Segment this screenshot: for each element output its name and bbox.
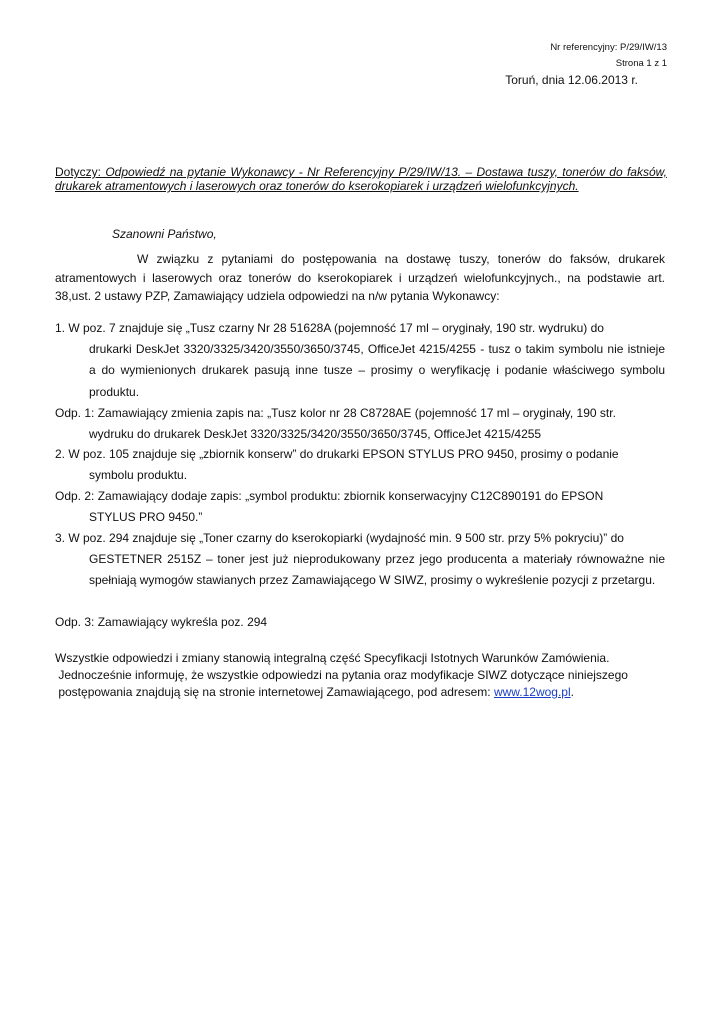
- subject-text: Odpowiedź na pytanie Wykonawcy - Nr Referencyjny P/29/IW/13. – Dostawa tuszy, tonerów do faksów, drukarek atramentowych i laserowych oraz tonerów do kserokopiarek i urządzeń wielofunkcyjnych.: [55, 165, 667, 193]
- list-item: [55, 486, 665, 528]
- item-first-line: Odp. 1: Zamawiający zmienia zapis na: „Tusz kolor nr 28 C8728AE (pojemność 17 ml – oryginały, 190 str.: [55, 406, 616, 420]
- closing-line-3-prefix: postępowania znajdują się na stronie internetowej Zamawiającego, pod adresem:: [55, 685, 494, 699]
- closing-paragraph: [55, 650, 675, 701]
- item-first-line: Odp. 3: Zamawiający wykreśla poz. 294: [55, 615, 268, 629]
- item-continuation: drukarki DeskJet 3320/3325/3420/3550/3650/3745, OfficeJet 4215/4255 - tusz o takim symbolu nie istnieje a do wymienionych drukarek pasują inne tusze – prosimy o weryfikację i podanie właściwego symbolu produktu.: [89, 342, 665, 399]
- intro-text: W związku z pytaniami do postępowania na dostawę tuszy, tonerów do faksów, drukarek atramentowych i laserowych oraz tonerów do kserokopiarek i urządzeń wielofunkcyjnych., na podstawie art. 38,ust. 2 ustawy PZP, Zamawiający udziela odpowiedzi na n/w pytania Wykonawcy:: [55, 252, 665, 303]
- closing-line-3-suffix: .: [570, 685, 574, 699]
- closing-line-1: Wszystkie odpowiedzi i zmiany stanowią integralną część Specyfikacji Istotnych Warunków Zamówienia.: [55, 651, 610, 665]
- item-first-line: 1. W poz. 7 znajduje się „Tusz czarny Nr 28 51628A (pojemność 17 ml – oryginały, 190 str. wydruku) do: [55, 321, 604, 335]
- list-item: [55, 403, 665, 445]
- item-first-line: Odp. 2: Zamawiający dodaje zapis: „symbol produktu: zbiornik konserwacyjny C12C890191 do EPSON: [55, 489, 604, 503]
- closing-line-3: [55, 684, 675, 701]
- intro-paragraph: [55, 250, 665, 306]
- list-item: [55, 612, 665, 633]
- item-first-line: 2. W poz. 105 znajduje się „zbiornik konserw” do drukarki EPSON STYLUS PRO 9450, prosimy o podanie: [55, 447, 619, 461]
- list-item: [55, 528, 665, 592]
- page-number: Strona 1 z 1: [615, 58, 667, 69]
- list-item: [55, 318, 665, 403]
- item-first-line: 3. W poz. 294 znajduje się „Toner czarny do kserokopiarki (wydajność min. 9 500 str. przy 5% pokryciu)” do: [55, 531, 624, 545]
- item-continuation: GESTETNER 2515Z – toner jest już nieprodukowany przez jego producenta a materiały równoważne nie spełniają wymogów stawianych przez Zamawiającego W SIWZ, prosimy o wykreślenie pozycji z przetargu.: [89, 552, 665, 588]
- item-continuation: STYLUS PRO 9450.”: [89, 510, 203, 525]
- subject-label: Dotyczy:: [55, 165, 102, 179]
- place-date: Toruń, dnia 12.06.2013 r.: [505, 73, 638, 87]
- list-item: [55, 444, 665, 486]
- greeting: Szanowni Państwo,: [112, 227, 217, 241]
- closing-line-2: Jednocześnie informuję, że wszystkie odpowiedzi na pytania oraz modyfikacje SIWZ dotyczące niniejszego: [55, 668, 628, 682]
- website-link[interactable]: www.12wog.pl: [493, 685, 571, 699]
- reference-number: Nr referencyjny: P/29/IW/13: [550, 42, 667, 53]
- item-continuation: symbolu produktu.: [89, 468, 188, 483]
- item-continuation: wydruku do drukarek DeskJet 3320/3325/3420/3550/3650/3745, OfficeJet 4215/4255: [89, 427, 542, 442]
- subject: [55, 165, 667, 193]
